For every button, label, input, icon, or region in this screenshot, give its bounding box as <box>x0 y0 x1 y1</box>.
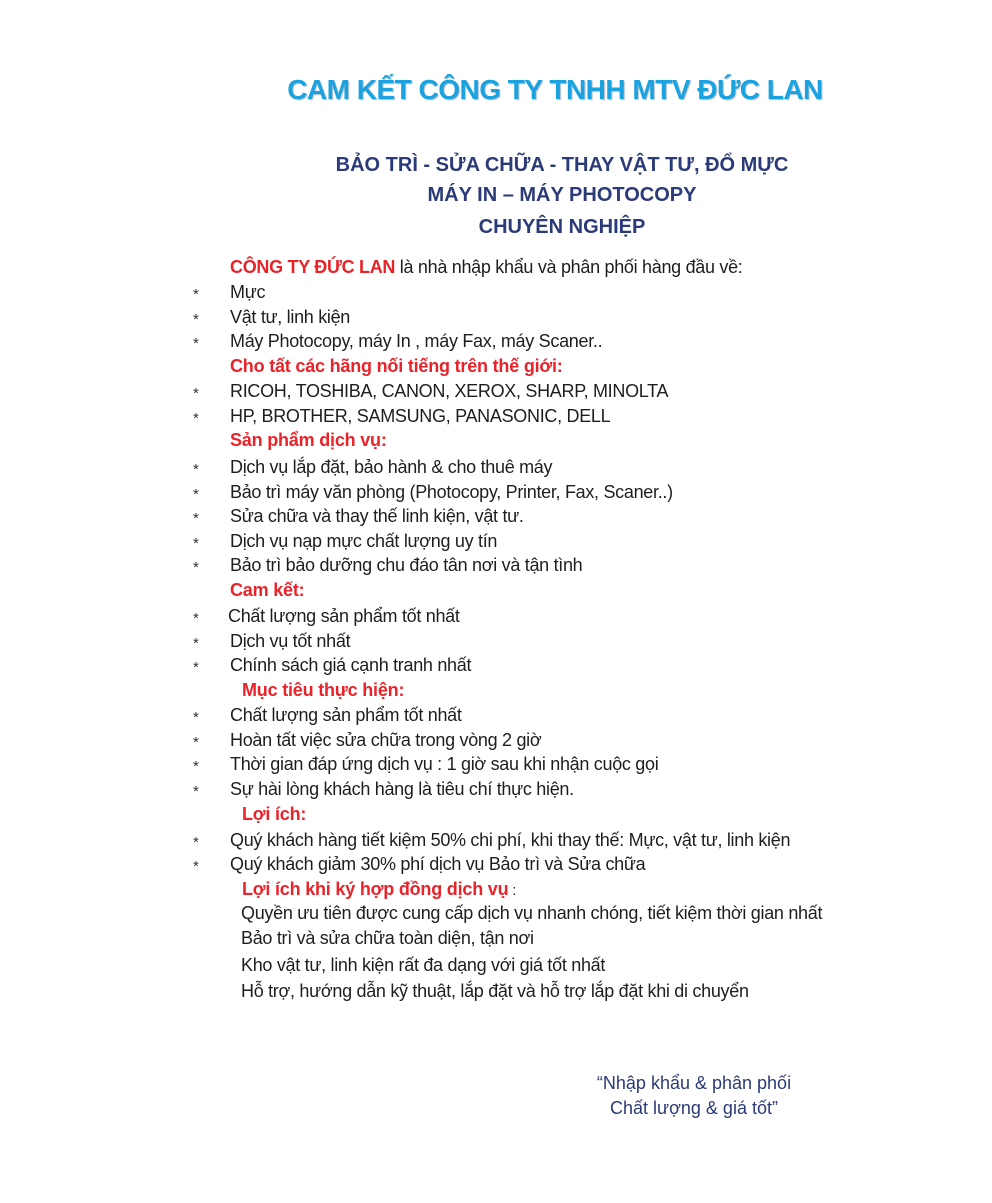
bullet-icon: * <box>193 659 199 676</box>
section-heading-brands: Cho tất các hãng nối tiếng trên thế giới: <box>230 356 563 376</box>
bullet-icon: * <box>193 311 199 328</box>
section-heading-contract <box>242 879 516 900</box>
bullet-icon: * <box>193 709 199 726</box>
bullet-icon: * <box>193 783 199 800</box>
bullet-icon: * <box>193 834 199 851</box>
list-item: Quý khách giảm 30% phí dịch vụ Bảo trì và Sửa chữa <box>230 854 646 874</box>
company-name: CÔNG TY ĐỨC LAN <box>230 257 396 277</box>
section-heading-goals: Mục tiêu thực hiện: <box>242 680 405 700</box>
subtitle-line-3: CHUYÊN NGHIỆP <box>478 216 646 238</box>
list-item: Hoàn tất việc sửa chữa trong vòng 2 giờ <box>230 730 542 750</box>
list-item: Bảo trì và sửa chữa toàn diện, tận nơi <box>241 928 534 948</box>
list-item: Mực <box>230 282 266 302</box>
slogan-line-1: “Nhập khẩu & phân phối <box>596 1073 792 1093</box>
bullet-icon: * <box>193 858 199 875</box>
list-item: Chính sách giá cạnh tranh nhất <box>230 655 472 675</box>
bullet-icon: * <box>193 635 199 652</box>
bullet-icon: * <box>193 486 199 503</box>
slogan-line-2: Chất lượng & giá tốt” <box>610 1098 778 1118</box>
slogan <box>560 1071 828 1121</box>
list-item: Quý khách hàng tiết kiệm 50% chi phí, khi thay thế: Mực, vật tư, linh kiện <box>230 830 791 850</box>
bullet-icon: * <box>193 610 199 627</box>
list-item: Quyền ưu tiên được cung cấp dịch vụ nhanh chóng, tiết kiệm thời gian nhất <box>241 903 823 923</box>
intro-line <box>230 257 743 278</box>
bullet-icon: * <box>193 559 199 576</box>
list-item: Dịch vụ lắp đặt, bảo hành & cho thuê máy <box>230 457 553 477</box>
section-heading-commitment: Cam kết: <box>230 580 305 600</box>
list-item: Bảo trì bảo dưỡng chu đáo tân nơi và tận tình <box>230 555 583 575</box>
subtitle-line-2: MÁY IN – MÁY PHOTOCOPY <box>427 184 697 206</box>
list-item: Dịch vụ nạp mực chất lượng uy tín <box>230 531 498 551</box>
bullet-icon: * <box>193 734 199 751</box>
list-item: RICOH, TOSHIBA, CANON, XEROX, SHARP, MINOLTA <box>230 381 669 401</box>
list-item: Sửa chữa và thay thế linh kiện, vật tư. <box>230 506 524 526</box>
bullet-icon: * <box>193 461 199 478</box>
list-item: Bảo trì máy văn phòng (Photocopy, Printer, Fax, Scaner..) <box>230 482 673 502</box>
section-heading-benefits: Lợi ích: <box>242 804 307 824</box>
page-title: CAM KẾT CÔNG TY TNHH MTV ĐỨC LAN <box>287 74 823 105</box>
bullet-icon: * <box>193 510 199 527</box>
intro-text: là nhà nhập khẩu và phân phối hàng đầu về: <box>395 257 743 277</box>
list-item: Chất lượng sản phẩm tốt nhất <box>228 606 460 626</box>
bullet-icon: * <box>193 535 199 552</box>
list-item: Vật tư, linh kiện <box>230 307 351 327</box>
contract-heading-text: Lợi ích khi ký hợp đồng dịch vụ <box>242 879 509 899</box>
section-heading-services: Sản phẩm dịch vụ: <box>230 430 387 450</box>
bullet-icon: * <box>193 410 199 427</box>
bullet-icon: * <box>193 385 199 402</box>
list-item: Máy Photocopy, máy In , máy Fax, máy Scaner.. <box>230 331 603 351</box>
contract-heading-suffix: : <box>508 882 517 899</box>
bullet-icon: * <box>193 286 199 303</box>
list-item: Sự hài lòng khách hàng là tiêu chí thực hiện. <box>230 779 574 799</box>
bullet-icon: * <box>193 758 199 775</box>
subtitle-line-1: BẢO TRÌ - SỬA CHỮA - THAY VẬT TƯ, ĐỔ MỰC <box>335 154 789 176</box>
list-item: Chất lượng sản phẩm tốt nhất <box>230 705 462 725</box>
list-item: Thời gian đáp ứng dịch vụ : 1 giờ sau khi nhận cuộc gọi <box>230 754 659 774</box>
list-item: HP, BROTHER, SAMSUNG, PANASONIC, DELL <box>230 406 611 426</box>
list-item: Hỗ trợ, hướng dẫn kỹ thuật, lắp đặt và hỗ trợ lắp đặt khi di chuyển <box>241 981 749 1001</box>
list-item: Kho vật tư, linh kiện rất đa dạng với giá tốt nhất <box>241 955 606 975</box>
bullet-icon: * <box>193 335 199 352</box>
list-item: Dịch vụ tốt nhất <box>230 631 351 651</box>
